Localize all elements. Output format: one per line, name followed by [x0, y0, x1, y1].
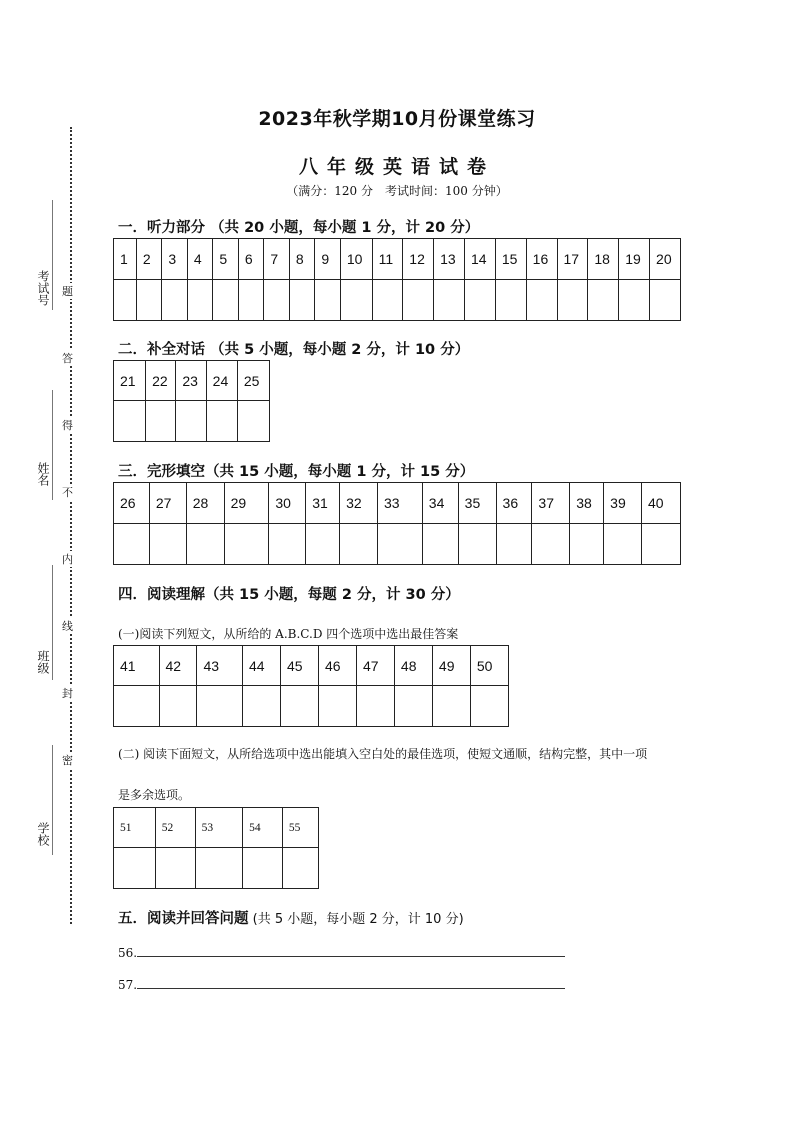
question-number: 44: [248, 657, 265, 674]
question-number: 8: [295, 251, 304, 267]
seal-char-2: 答: [62, 352, 73, 365]
question-number: 25: [243, 372, 260, 389]
answer-cell[interactable]: [186, 524, 224, 565]
answer-cell[interactable]: [526, 280, 557, 321]
question-number: 31: [312, 495, 328, 511]
answer-cell[interactable]: [356, 686, 394, 727]
answer-cell[interactable]: [243, 848, 283, 889]
question-number-cell: [642, 483, 681, 524]
exam-title: 2023年秋学期10月份课堂练习: [258, 108, 536, 130]
answer-cell[interactable]: [159, 686, 197, 727]
answer-cell[interactable]: [197, 686, 243, 727]
question-number: 20: [656, 251, 672, 267]
section-1-title: 一．听力部分 （共 20 小题，每小题 1 分，计 20 分）: [118, 220, 480, 236]
label-school: 学校: [36, 822, 50, 846]
question-number: 34: [428, 495, 445, 511]
question-number-cell: [206, 361, 237, 401]
question-number: 19: [625, 251, 641, 267]
question-number: 15: [501, 251, 518, 267]
answer-cell[interactable]: [434, 280, 465, 321]
section-3-title: 三．完形填空（共 15 小题，每小题 1 分，计 15 分）: [118, 464, 475, 480]
question-number: 18: [594, 251, 610, 267]
answer-cell[interactable]: [155, 848, 195, 889]
answer-cell[interactable]: [206, 401, 237, 442]
question-number: 45: [286, 657, 303, 674]
question-number: 28: [192, 495, 209, 511]
question-number-cell: [340, 483, 378, 524]
question-number-cell: [557, 239, 588, 280]
question-number-cell: [213, 239, 239, 280]
seal-char-6: 线: [62, 620, 73, 633]
question-number-cell: [264, 239, 290, 280]
question-number-cell: [282, 808, 318, 848]
question-number-cell: [197, 646, 243, 686]
answer-cell[interactable]: [282, 848, 318, 889]
question-number: 6: [244, 251, 253, 267]
question-number: 41: [120, 657, 136, 674]
exam-meta: （满分：120 分 考试时间：100 分钟）: [286, 184, 508, 198]
question-number-cell: [356, 646, 394, 686]
question-number: 12: [409, 251, 425, 267]
answer-cell[interactable]: [176, 401, 206, 442]
question-number-cell: [195, 808, 242, 848]
answer-table-dialogue: [113, 360, 270, 442]
question-number-cell: [458, 483, 496, 524]
question-number-cell: [422, 483, 458, 524]
answer-cell[interactable]: [495, 280, 526, 321]
answer-cell[interactable]: [318, 686, 356, 727]
question-number: 35: [464, 495, 481, 511]
question-number-cell: [114, 808, 156, 848]
question-number-cell: [155, 808, 195, 848]
school-field[interactable]: [52, 745, 53, 855]
question-number-cell: [224, 483, 269, 524]
question-number: 54: [249, 821, 261, 834]
question-number-cell: [187, 239, 213, 280]
question-number-cell: [378, 483, 423, 524]
section-2-title: 二．补全对话 （共 5 小题，每小题 2 分，计 10 分）: [118, 342, 470, 358]
question-number: 40: [648, 495, 664, 511]
question-number: 52: [161, 821, 174, 834]
answer-cell[interactable]: [458, 524, 496, 565]
question-number: 11: [378, 251, 394, 267]
answer-cell[interactable]: [642, 524, 681, 565]
exam-number-field[interactable]: [52, 200, 53, 310]
question-number-cell: [149, 483, 186, 524]
question-number: 47: [362, 657, 379, 674]
question-number-cell: [289, 239, 315, 280]
answer-cell[interactable]: [213, 280, 239, 321]
question-number: 39: [610, 495, 626, 511]
question-number: 30: [275, 495, 291, 511]
question-number: 33: [384, 495, 400, 511]
answer-cell[interactable]: [394, 686, 432, 727]
question-number: 29: [230, 495, 247, 511]
answer-line-57-number: 57.: [118, 978, 138, 992]
question-number-cell: [403, 239, 434, 280]
question-number: 50: [476, 657, 493, 674]
question-number: 10: [346, 251, 363, 267]
question-number: 53: [201, 821, 214, 834]
question-number-cell: [114, 239, 137, 280]
question-number: 48: [400, 657, 417, 674]
answer-cell[interactable]: [315, 280, 341, 321]
answer-cell[interactable]: [136, 280, 162, 321]
question-number-cell: [306, 483, 340, 524]
seal-char-3: 得: [62, 419, 73, 432]
answer-cell[interactable]: [187, 280, 213, 321]
seal-char-4: 不: [62, 486, 73, 499]
answer-cell[interactable]: [588, 280, 619, 321]
answer-cell[interactable]: [306, 524, 340, 565]
answer-cell[interactable]: [237, 401, 269, 442]
question-number: 38: [576, 495, 592, 511]
answer-cell[interactable]: [238, 280, 264, 321]
label-exam-number: 考试号: [36, 270, 50, 306]
question-number-cell: [146, 361, 176, 401]
question-number: 9: [321, 251, 330, 267]
question-number: 23: [182, 372, 198, 389]
question-number: 7: [270, 251, 279, 267]
question-number-cell: [588, 239, 619, 280]
answer-cell[interactable]: [146, 401, 176, 442]
question-number: 42: [165, 657, 182, 674]
question-number-cell: [280, 646, 318, 686]
answer-cell[interactable]: [650, 280, 681, 321]
seal-char-8: 密: [62, 754, 73, 767]
question-number-cell: [432, 646, 470, 686]
label-name: 姓名: [36, 462, 50, 486]
question-number-cell: [496, 483, 532, 524]
answer-cell[interactable]: [114, 686, 160, 727]
answer-cell[interactable]: [403, 280, 434, 321]
question-number-cell: [186, 483, 224, 524]
question-number-cell: [604, 483, 642, 524]
question-number: 27: [155, 495, 172, 511]
answer-table-listening: [113, 238, 681, 321]
question-number-cell: [619, 239, 650, 280]
answer-cell[interactable]: [224, 524, 269, 565]
section-4-title: 四．阅读理解（共 15 小题，每题 2 分，计 30 分）: [118, 587, 460, 603]
answer-cell[interactable]: [114, 280, 137, 321]
answer-cell[interactable]: [619, 280, 650, 321]
answer-cell[interactable]: [162, 280, 188, 321]
question-number: 13: [440, 251, 456, 267]
question-number-cell: [394, 646, 432, 686]
seal-line: [70, 127, 72, 924]
answer-cell[interactable]: [289, 280, 315, 321]
section-5-title-points: (共 5 小题，每小题 2 分，计 10 分): [248, 912, 464, 927]
section-4-part1-instruction: (一)阅读下列短文，从所给的 A.B.C.D 四个选项中选出最佳答案: [118, 627, 459, 641]
question-number: 43: [203, 657, 220, 674]
question-number-cell: [434, 239, 465, 280]
answer-cell[interactable]: [340, 280, 372, 321]
answer-cell[interactable]: [269, 524, 306, 565]
question-number-cell: [464, 239, 495, 280]
question-number-cell: [526, 239, 557, 280]
question-number-cell: [136, 239, 162, 280]
question-number-cell: [495, 239, 526, 280]
answer-table-reading-1: [113, 645, 509, 727]
answer-cell[interactable]: [604, 524, 642, 565]
question-number: 21: [120, 372, 136, 389]
answer-cell[interactable]: [114, 401, 146, 442]
answer-cell[interactable]: [464, 280, 495, 321]
question-number: 22: [152, 372, 168, 389]
answer-cell[interactable]: [340, 524, 378, 565]
question-number: 36: [502, 495, 519, 511]
question-number-cell: [176, 361, 206, 401]
question-number-cell: [470, 646, 508, 686]
question-number: 49: [438, 657, 455, 674]
question-number: 5: [219, 251, 228, 267]
seal-char-1: 题: [62, 285, 73, 298]
answer-cell[interactable]: [149, 524, 186, 565]
question-number-cell: [570, 483, 604, 524]
question-number-cell: [532, 483, 570, 524]
question-number: 37: [538, 495, 554, 511]
question-number-cell: [372, 239, 403, 280]
answer-table-cloze: [113, 482, 681, 565]
answer-cell[interactable]: [195, 848, 242, 889]
question-number-cell: [159, 646, 197, 686]
answer-cell[interactable]: [470, 686, 508, 727]
answer-cell[interactable]: [280, 686, 318, 727]
question-number: 2: [142, 251, 151, 267]
question-number-cell: [243, 808, 283, 848]
question-number-cell: [114, 361, 146, 401]
answer-cell[interactable]: [557, 280, 588, 321]
question-number: 14: [470, 251, 487, 267]
question-number-cell: [114, 483, 150, 524]
answer-cell[interactable]: [372, 280, 403, 321]
answer-cell[interactable]: [242, 686, 280, 727]
question-number: 26: [120, 495, 136, 511]
question-number-cell: [237, 361, 269, 401]
label-class: 班级: [36, 650, 50, 674]
section-4-part2-instruction: (二) 阅读下面短文，从所给选项中选出能填入空白处的最佳选项，使短文通顺，结构完整，其中一项: [118, 747, 648, 761]
question-number: 51: [120, 821, 132, 834]
section-5-title-bold: 五．阅读并回答问题: [118, 911, 249, 927]
question-number: 4: [193, 251, 202, 267]
question-number-cell: [650, 239, 681, 280]
answer-cell[interactable]: [432, 686, 470, 727]
question-number-cell: [340, 239, 372, 280]
question-number: 32: [346, 495, 362, 511]
question-number: 55: [288, 821, 301, 834]
question-number-cell: [242, 646, 280, 686]
answer-table-reading-2: [113, 807, 319, 889]
question-number: 17: [563, 251, 580, 267]
answer-line-57[interactable]: [118, 978, 565, 992]
name-field[interactable]: [52, 390, 53, 500]
answer-cell[interactable]: [114, 848, 156, 889]
question-number-cell: [269, 483, 306, 524]
question-number: 46: [324, 657, 341, 674]
question-number: 16: [532, 251, 549, 267]
section-4-part2-instruction-cont: 是多余选项。: [118, 788, 191, 802]
seal-char-7: 封: [62, 687, 73, 700]
answer-cell[interactable]: [264, 280, 290, 321]
answer-cell[interactable]: [532, 524, 570, 565]
question-number: 3: [168, 251, 177, 267]
answer-cell[interactable]: [378, 524, 423, 565]
question-number: 1: [120, 251, 128, 267]
answer-cell[interactable]: [422, 524, 458, 565]
question-number: 24: [212, 372, 229, 389]
answer-cell[interactable]: [114, 524, 150, 565]
answer-line-56-number: 56.: [118, 946, 138, 960]
answer-cell[interactable]: [570, 524, 604, 565]
question-number-cell: [238, 239, 264, 280]
question-number-cell: [162, 239, 188, 280]
seal-char-5: 内: [62, 553, 73, 566]
exam-subtitle: 八年级英语试卷: [298, 156, 495, 178]
answer-line-56[interactable]: [118, 946, 565, 960]
question-number-cell: [315, 239, 341, 280]
question-number-cell: [114, 646, 160, 686]
question-number-cell: [318, 646, 356, 686]
section-5-title: [118, 907, 464, 928]
class-field[interactable]: [52, 565, 53, 680]
answer-cell[interactable]: [496, 524, 532, 565]
